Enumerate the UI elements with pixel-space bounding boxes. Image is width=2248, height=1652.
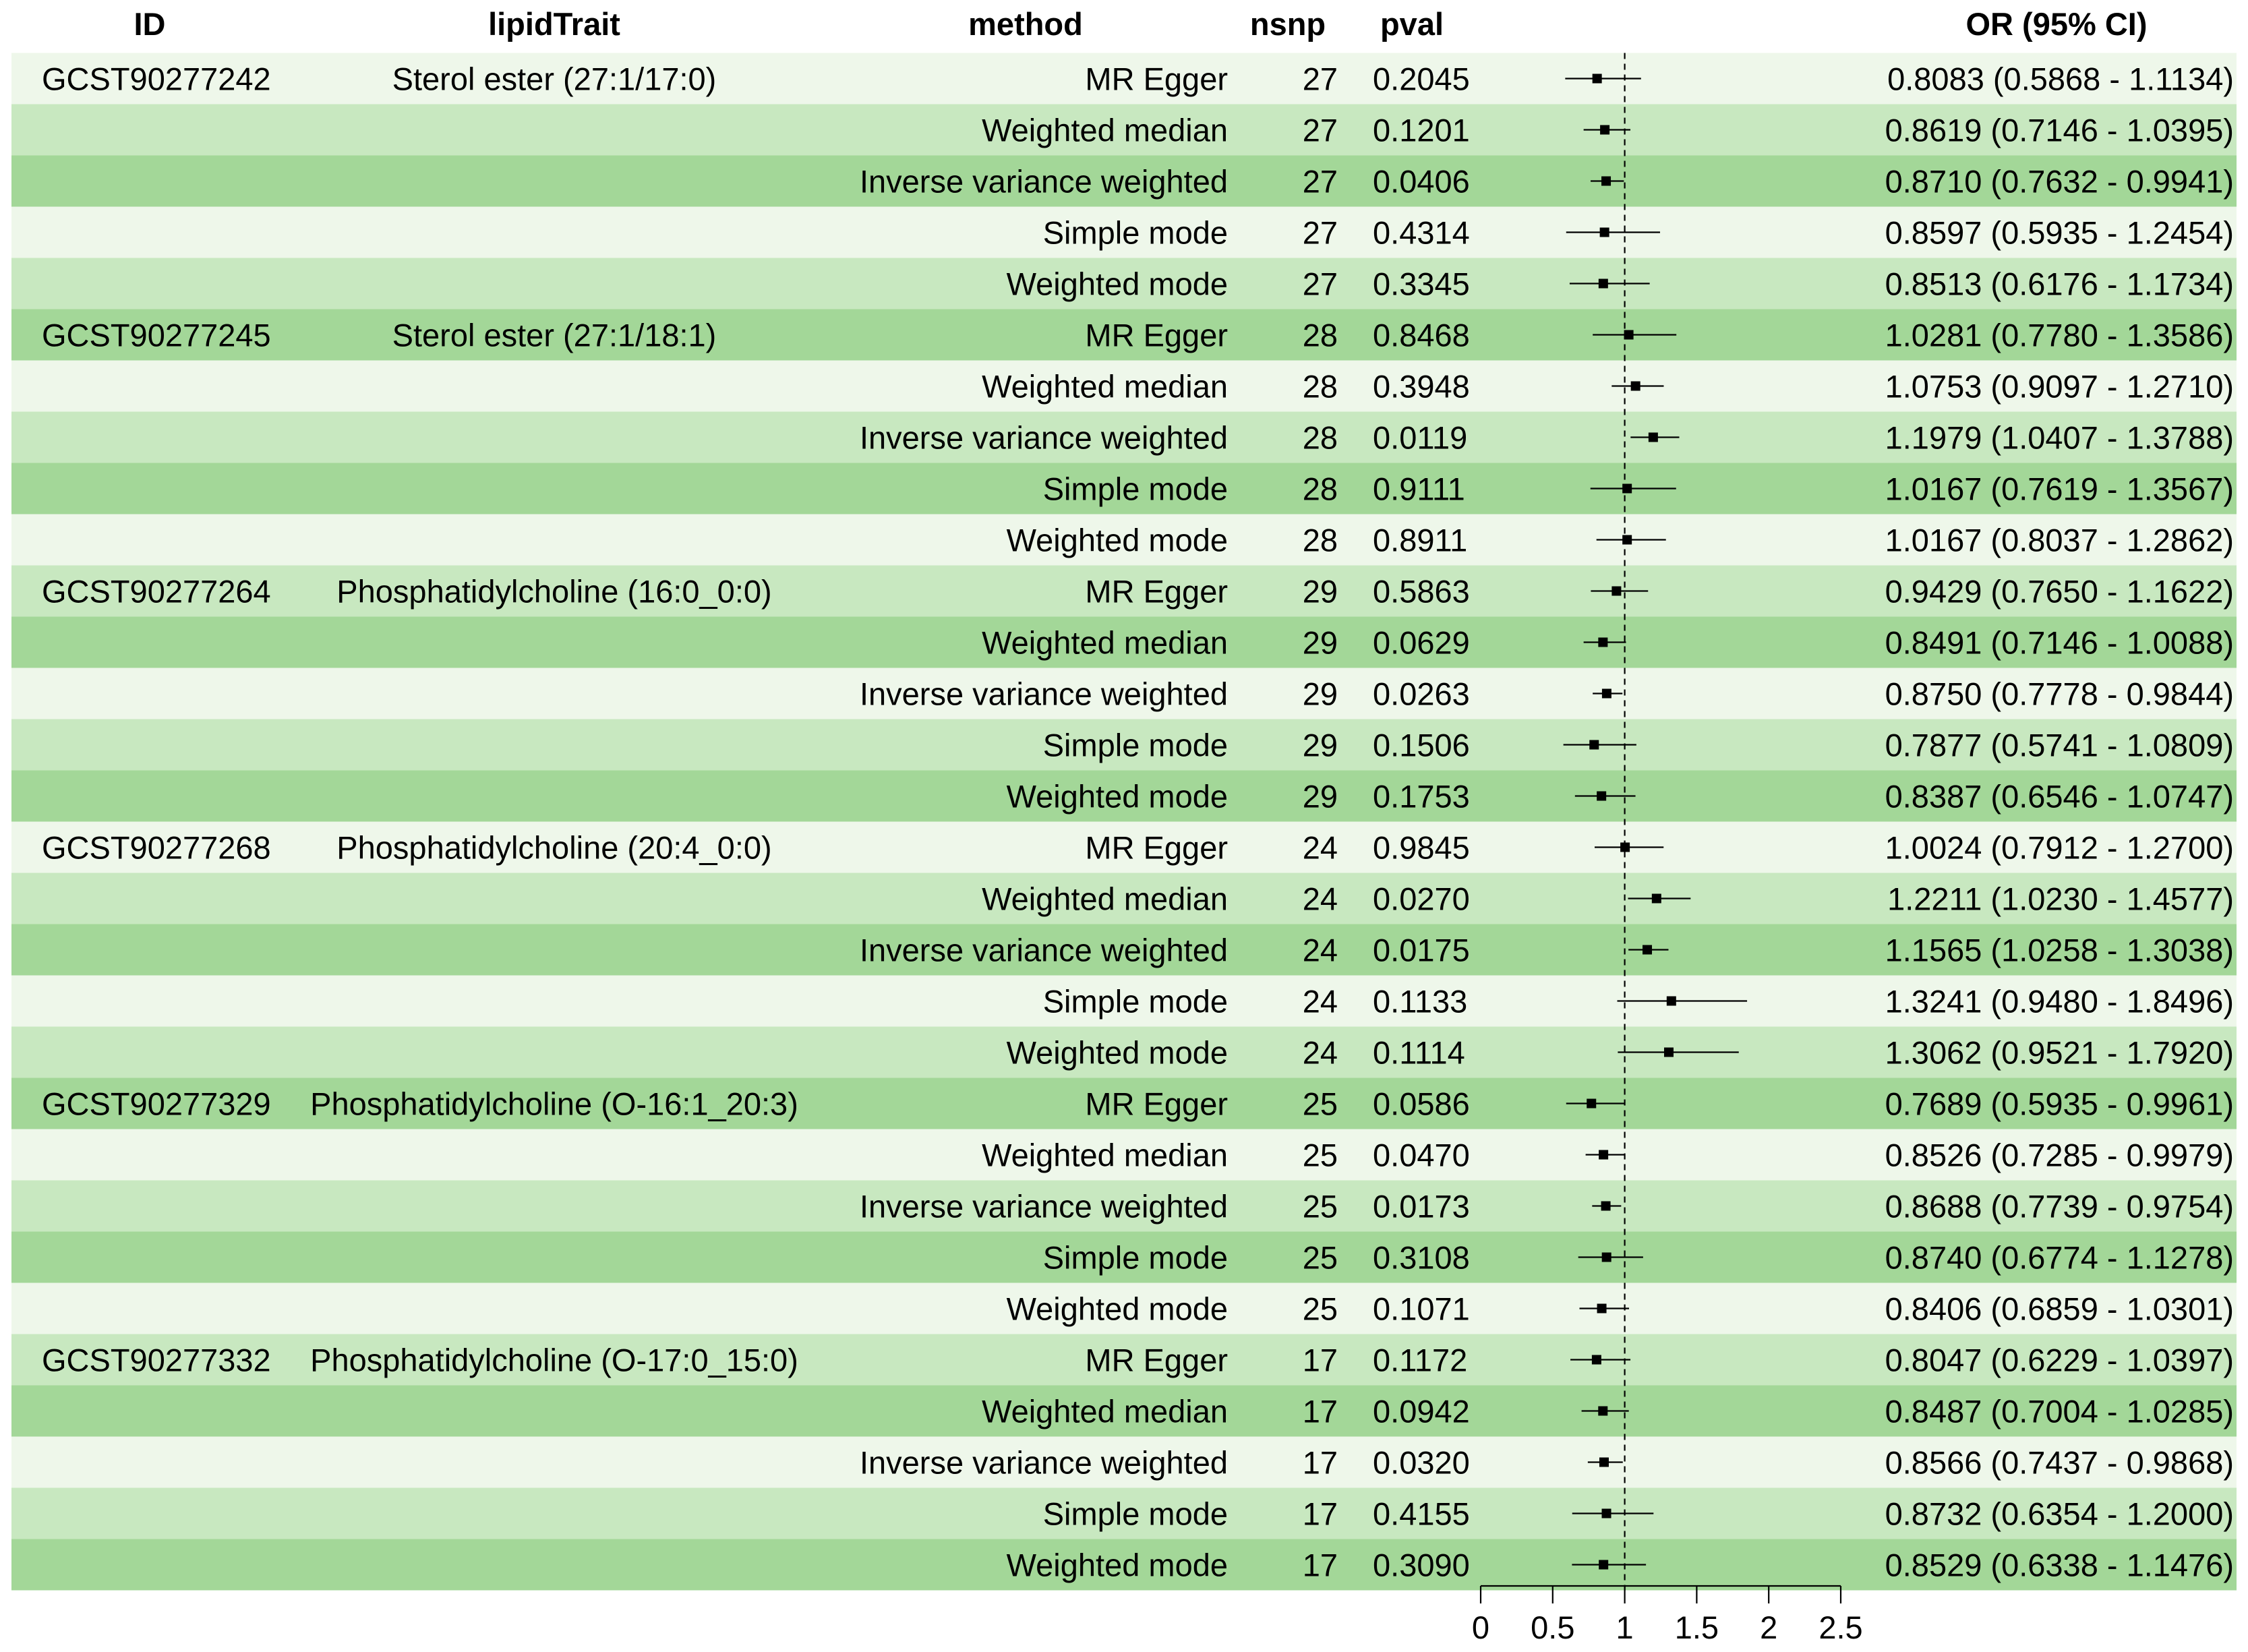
or-ci-text: 1.0167 (0.8037 - 1.2862) [1885,522,2234,558]
method-label: Simple mode [1042,1239,1228,1276]
or-ci-text: 0.9429 (0.7650 - 1.1622) [1885,573,2234,610]
method-label: Weighted mode [1006,522,1228,558]
point-estimate [1599,1458,1609,1467]
pval-value: 0.1201 [1373,112,1470,148]
point-estimate [1622,484,1632,494]
nsnp-value: 29 [1302,778,1338,815]
lipid-trait: Phosphatidylcholine (O-16:1_20:3) [310,1086,798,1122]
nsnp-value: 29 [1302,573,1338,610]
point-estimate [1602,1253,1611,1262]
pval-value: 0.3948 [1373,368,1470,405]
x-tick-label: 0 [1471,1610,1490,1645]
method-label: Inverse variance weighted [859,419,1228,456]
pval-value: 0.4155 [1373,1496,1470,1532]
or-ci-text: 1.0167 (0.7619 - 1.3567) [1885,471,2234,507]
point-estimate [1664,1048,1674,1057]
nsnp-value: 29 [1302,676,1338,712]
or-ci-text: 0.8597 (0.5935 - 1.2454) [1885,214,2234,251]
point-estimate [1587,1099,1596,1109]
pval-value: 0.1506 [1373,727,1470,763]
study-id: GCST90277245 [42,317,271,353]
table-row [42,1086,2234,1122]
or-ci-text: 0.8566 (0.7437 - 0.9868) [1885,1444,2234,1481]
pval-value: 0.0629 [1373,624,1470,661]
method-label: Weighted median [982,881,1228,917]
nsnp-value: 28 [1302,368,1338,405]
pval-value: 0.1133 [1373,983,1468,1020]
nsnp-value: 24 [1302,829,1338,866]
pval-value: 0.1071 [1373,1291,1470,1327]
nsnp-value: 27 [1302,61,1338,97]
nsnp-value: 28 [1302,522,1338,558]
point-estimate [1652,894,1661,904]
nsnp-value: 25 [1302,1086,1338,1122]
method-label: Simple mode [1042,1496,1228,1532]
nsnp-value: 17 [1302,1496,1338,1532]
method-label: Inverse variance weighted [859,163,1228,200]
point-estimate [1601,1202,1611,1211]
x-tick-label: 1 [1616,1610,1634,1645]
method-label: Weighted median [982,1393,1228,1429]
nsnp-value: 25 [1302,1137,1338,1173]
point-estimate [1600,125,1609,135]
point-estimate [1589,740,1599,750]
method-label: Simple mode [1042,983,1228,1020]
or-ci-text: 0.8406 (0.6859 - 1.0301) [1885,1291,2234,1327]
pval-value: 0.0320 [1373,1444,1470,1481]
pval-value: 0.0175 [1373,932,1470,968]
or-ci-text: 1.2211 (1.0230 - 1.4577) [1887,881,2234,917]
x-tick-label: 1.5 [1674,1610,1719,1645]
study-id: GCST90277242 [42,61,271,97]
method-label: MR Egger [1085,573,1228,610]
point-estimate [1602,689,1611,699]
nsnp-value: 25 [1302,1188,1338,1225]
method-label: Weighted mode [1006,1291,1228,1327]
point-estimate [1667,997,1676,1006]
or-ci-text: 0.8750 (0.7778 - 0.9844) [1885,676,2234,712]
pval-value: 0.0406 [1373,163,1470,200]
or-ci-text: 0.8513 (0.6176 - 1.1734) [1885,266,2234,302]
header-id: ID [134,6,166,42]
study-id: GCST90277264 [42,573,271,610]
pval-value: 0.3345 [1373,266,1470,302]
nsnp-value: 27 [1302,112,1338,148]
method-label: Weighted mode [1006,778,1228,815]
nsnp-value: 17 [1302,1444,1338,1481]
nsnp-value: 24 [1302,881,1338,917]
method-label: Inverse variance weighted [859,1188,1228,1225]
nsnp-value: 27 [1302,266,1338,302]
or-ci-text: 0.8083 (0.5868 - 1.1134) [1887,61,2234,97]
or-ci-text: 1.0281 (0.7780 - 1.3586) [1885,317,2234,353]
nsnp-value: 28 [1302,471,1338,507]
method-label: MR Egger [1085,61,1228,97]
or-ci-text: 0.7689 (0.5935 - 0.9961) [1885,1086,2234,1122]
point-estimate [1598,638,1607,647]
x-tick-label: 2.5 [1818,1610,1863,1645]
pval-value: 0.5863 [1373,573,1470,610]
pval-value: 0.8468 [1373,317,1470,353]
method-label: MR Egger [1085,1342,1228,1378]
or-ci-text: 1.3062 (0.9521 - 1.7920) [1885,1034,2234,1071]
pval-value: 0.0173 [1373,1188,1470,1225]
or-ci-text: 0.8740 (0.6774 - 1.1278) [1885,1239,2234,1276]
pval-value: 0.0942 [1373,1393,1470,1429]
nsnp-value: 17 [1302,1547,1338,1583]
nsnp-value: 17 [1302,1342,1338,1378]
point-estimate [1602,1509,1611,1518]
header-pval: pval [1380,6,1444,42]
pval-value: 0.1172 [1373,1342,1468,1378]
study-id: GCST90277332 [42,1342,271,1378]
point-estimate [1599,1560,1608,1570]
or-ci-text: 0.8526 (0.7285 - 0.9979) [1885,1137,2234,1173]
point-estimate [1643,945,1652,955]
pval-value: 0.3090 [1373,1547,1470,1583]
method-label: Weighted mode [1006,1547,1228,1583]
pval-value: 0.3108 [1373,1239,1470,1276]
pval-value: 0.1753 [1373,778,1470,815]
or-ci-text: 0.8710 (0.7632 - 0.9941) [1885,163,2234,200]
nsnp-value: 28 [1302,419,1338,456]
lipid-trait: Phosphatidylcholine (20:4_0:0) [336,829,772,866]
point-estimate [1599,1150,1608,1160]
header-nsnp: nsnp [1249,6,1326,42]
nsnp-value: 27 [1302,163,1338,200]
pval-value: 0.1114 [1373,1034,1465,1071]
table-row [42,1343,2234,1378]
point-estimate [1599,279,1608,289]
lipid-trait: Sterol ester (27:1/18:1) [392,317,717,353]
method-label: Simple mode [1042,214,1228,251]
point-estimate [1649,433,1658,442]
point-estimate [1620,843,1630,852]
method-label: Inverse variance weighted [859,1444,1228,1481]
pval-value: 0.8911 [1373,522,1468,558]
method-label: Weighted mode [1006,266,1228,302]
header-method: method [968,6,1083,42]
point-estimate [1600,228,1609,237]
point-estimate [1592,1355,1601,1365]
point-estimate [1593,74,1602,84]
method-label: Weighted median [982,1137,1228,1173]
lipid-trait: Phosphatidylcholine (16:0_0:0) [336,573,772,610]
nsnp-value: 27 [1302,214,1338,251]
pval-value: 0.2045 [1373,61,1470,97]
pval-value: 0.0263 [1373,676,1470,712]
point-estimate [1601,177,1611,186]
or-ci-text: 0.8491 (0.7146 - 1.0088) [1885,624,2234,661]
or-ci-text: 1.1979 (1.0407 - 1.3788) [1885,419,2234,456]
nsnp-value: 24 [1302,983,1338,1020]
method-label: MR Egger [1085,1086,1228,1122]
pval-value: 0.0470 [1373,1137,1470,1173]
method-label: Weighted median [982,368,1228,405]
method-label: Inverse variance weighted [859,932,1228,968]
nsnp-value: 29 [1302,727,1338,763]
point-estimate [1611,587,1621,596]
method-label: Weighted mode [1006,1034,1228,1071]
method-label: Simple mode [1042,727,1228,763]
or-ci-text: 0.8487 (0.7004 - 1.0285) [1885,1393,2234,1429]
or-ci-text: 0.8529 (0.6338 - 1.1476) [1885,1547,2234,1583]
lipid-trait: Sterol ester (27:1/17:0) [392,61,717,97]
header-lipid-trait: lipidTrait [488,6,620,42]
header-or-ci: OR (95% CI) [1965,6,2148,42]
method-label: MR Egger [1085,317,1228,353]
or-ci-text: 0.8387 (0.6546 - 1.0747) [1885,778,2234,815]
x-tick-label: 0.5 [1531,1610,1575,1645]
pval-value: 0.4314 [1373,214,1470,251]
pval-value: 0.0586 [1373,1086,1470,1122]
pval-value: 0.9111 [1373,471,1465,507]
pval-value: 0.0270 [1373,881,1470,917]
method-label: Simple mode [1042,471,1228,507]
or-ci-text: 0.8688 (0.7739 - 0.9754) [1885,1188,2234,1225]
point-estimate [1598,1407,1607,1416]
nsnp-value: 24 [1302,932,1338,968]
point-estimate [1624,330,1634,340]
point-estimate [1597,1304,1607,1314]
or-ci-text: 0.8619 (0.7146 - 1.0395) [1885,112,2234,148]
nsnp-value: 24 [1302,1034,1338,1071]
method-label: Weighted median [982,112,1228,148]
point-estimate [1631,382,1640,391]
or-ci-text: 1.1565 (1.0258 - 1.3038) [1885,932,2234,968]
nsnp-value: 17 [1302,1393,1338,1429]
or-ci-text: 0.8047 (0.6229 - 1.0397) [1885,1342,2234,1378]
nsnp-value: 25 [1302,1291,1338,1327]
point-estimate [1597,792,1606,801]
table-row [42,574,2234,610]
method-label: Inverse variance weighted [859,676,1228,712]
nsnp-value: 25 [1302,1239,1338,1276]
x-tick-label: 2 [1760,1610,1778,1645]
lipid-trait: Phosphatidylcholine (O-17:0_15:0) [310,1342,798,1378]
method-label: Weighted median [982,624,1228,661]
or-ci-text: 1.0024 (0.7912 - 1.2700) [1885,829,2234,866]
or-ci-text: 1.0753 (0.9097 - 1.2710) [1885,368,2234,405]
table-row [42,830,2234,866]
study-id: GCST90277268 [42,829,271,866]
method-label: MR Egger [1085,829,1228,866]
pval-value: 0.9845 [1373,829,1470,866]
nsnp-value: 28 [1302,317,1338,353]
or-ci-text: 0.8732 (0.6354 - 1.2000) [1885,1496,2234,1532]
or-ci-text: 1.3241 (0.9480 - 1.8496) [1885,983,2234,1020]
study-id: GCST90277329 [42,1086,271,1122]
nsnp-value: 29 [1302,624,1338,661]
or-ci-text: 0.7877 (0.5741 - 1.0809) [1885,727,2234,763]
pval-value: 0.0119 [1373,419,1468,456]
point-estimate [1622,535,1632,545]
